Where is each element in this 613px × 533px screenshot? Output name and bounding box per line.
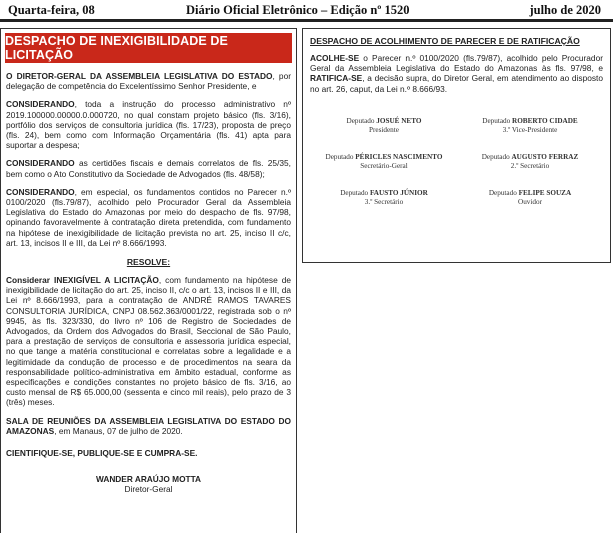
closing-formula: CIENTIFIQUE-SE, PUBLIQUE-SE E CUMPRA-SE. [6,448,198,459]
location-date: , em Manaus, 07 de julho de 2020. [54,425,183,436]
considerando-label: CONSIDERANDO [6,99,75,110]
member-signature [311,189,457,207]
member-signature [457,117,603,135]
member-name: FELIPE SOUZA [518,189,572,197]
resolve-heading: RESOLVE: [126,257,171,268]
member-signature [457,153,603,171]
signer-role: Diretor-Geral [124,484,173,495]
member-prefix: Deputado [346,117,377,125]
left-column [0,28,297,533]
ratifica-label: RATIFICA-SE [310,73,363,84]
board-members [311,117,603,225]
member-prefix: Deputado [340,189,370,197]
member-role: Secretário-Geral [360,162,408,170]
section-banner: DESPACHO DE INEXIGIBILIDADE DE LICITAÇÃO [5,33,292,63]
decision-text: , com fundamento na hipótese de inexigibilidade de licitação do art. 25, inciso II, c/c o art. 13, incisos II e III, da Lei nº 8.666/1993, para a contratação de ANDRÉ RAMOS TAVARES CONSULTORIA JURÍDICA, CNPJ 08.562.363/0001/22, registrada sob o nº 9945, às fls. 323/330, do livro nº 106 de Registro de Sociedades de Advogados, da Ordem dos Advogados do Brasil, Seccional de São Paulo, para a prestação de serviços de consultoria e assessoria jurídica especial, no que tange a matéria constitucional e correlatas sobre a legalidade e a legitimidade da condução de processo e de procedimentos na seara da responsabilidade político-administrativa em âmbito estadual, conforme as especificações e condições constantes no projeto básico de fls. 3/16, ao custo mensal de R$ 65.000,00 (sessenta e cinco mil reais), pelo prazo de 3 (três) meses. [6,275,291,408]
considerando-text: , em especial, os fundamentos contidos no Parecer n.º 0100/2020 (fls.79/87), acolhido pelo Procurador Geral da Assembleia Legislativa do Estado do Amazonas por meio do despacho de fls. 97/98, opinando favoravelmente à contratação direta pretendida, com fundamento na hipótese de inexigibilidade de licitação prevista no art. 25, inciso II c/c, art. 13, incisos II e III, da Lei nº 8.666/1993. [6,186,291,248]
acolhe-text: o Parecer n.º 0100/2020 (fls.79/87), acolhido pelo Procurador Geral da Assembleia Legislativa do Estado do Amazonas às fls. 97/98, e [310,53,603,74]
header-date: julho de 2020 [529,3,601,17]
member-name: PÉRICLES NASCIMENTO [355,153,443,161]
ratification-text [310,53,603,94]
header-rule [0,19,613,22]
member-name: JOSUÉ NETO [376,117,422,125]
member-prefix: Deputado [482,117,513,125]
acolhe-label: ACOLHE-SE [310,53,360,63]
member-row [311,153,603,171]
member-name: AUGUSTO FERRAZ [511,153,579,161]
member-role: 3.º Secretário [364,198,404,206]
paragraph-location [6,416,291,436]
ratification-title: DESPACHO DE ACOLHIMENTO DE PARECER E DE RATIFICAÇÃO [310,36,580,46]
header-title: Diário Oficial Eletrônico – Edição nº 1520 [186,3,410,17]
member-name: FAUSTO JÚNIOR [369,189,428,197]
director-heading: O DIRETOR-GERAL DA ASSEMBLEIA LEGISLATIVA DO ESTADO [6,71,273,81]
member-signature [457,189,603,207]
paragraph-considerando-2 [6,158,291,178]
gazette-header [0,0,613,20]
considerando-text: as certidões fiscais e demais correlatos de fls. 25/35, bem como o Ato Constitutivo da Sociedade de Advogados (fls. 48/58); [6,158,291,179]
paragraph-considerando-1 [6,99,291,150]
member-role: 2.º Secretário [510,162,550,170]
member-prefix: Deputado [325,153,356,161]
member-name: ROBERTO CIDADE [512,117,578,125]
member-prefix: Deputado [488,189,519,197]
ratifica-text: , a decisão supra, do Diretor Geral, em atendimento ao disposto no art. 26, caput, da Lei n.º 8.666/93. [310,73,603,94]
signature-block [6,474,291,494]
member-signature [311,153,457,171]
decision-heading: Considerar INEXIGÍVEL A LICITAÇÃO [6,275,159,286]
considerando-label: CONSIDERANDO [6,186,75,197]
paragraph-director [6,71,291,91]
member-role: 3.º Vice-Presidente [502,126,558,134]
header-day: Quarta-feira, 08 [8,3,95,17]
member-row [311,117,603,135]
member-prefix: Deputado [481,153,512,161]
paragraph-considerando-3 [6,187,291,248]
considerando-text: , toda a instrução do processo administrativo nº 2019.100000.00000.0.000720, no qual constam projeto básico (fls. 3/16), portfólio dos serviços de consultoria jurídica (fls. 17/23), proposta de preço (fls. 24), bem como com Informação Orçamentária (fls. 41) apta para suportar a despesa; [6,99,291,151]
member-role: Ouvidor [518,198,542,206]
location-heading: SALA DE REUNIÕES DA ASSEMBLEIA LEGISLATIVA DO ESTADO DO AMAZONAS [6,415,291,436]
director-text: , por delegação de competência do Excelentíssimo Senhor Presidente, e [6,71,291,92]
member-role: Presidente [369,126,399,134]
considerando-label: CONSIDERANDO [6,158,75,169]
paragraph-decision [6,275,291,408]
signer-name: WANDER ARAÚJO MOTTA [95,474,202,485]
right-column [302,28,611,263]
member-signature [311,117,457,135]
member-row [311,189,603,207]
